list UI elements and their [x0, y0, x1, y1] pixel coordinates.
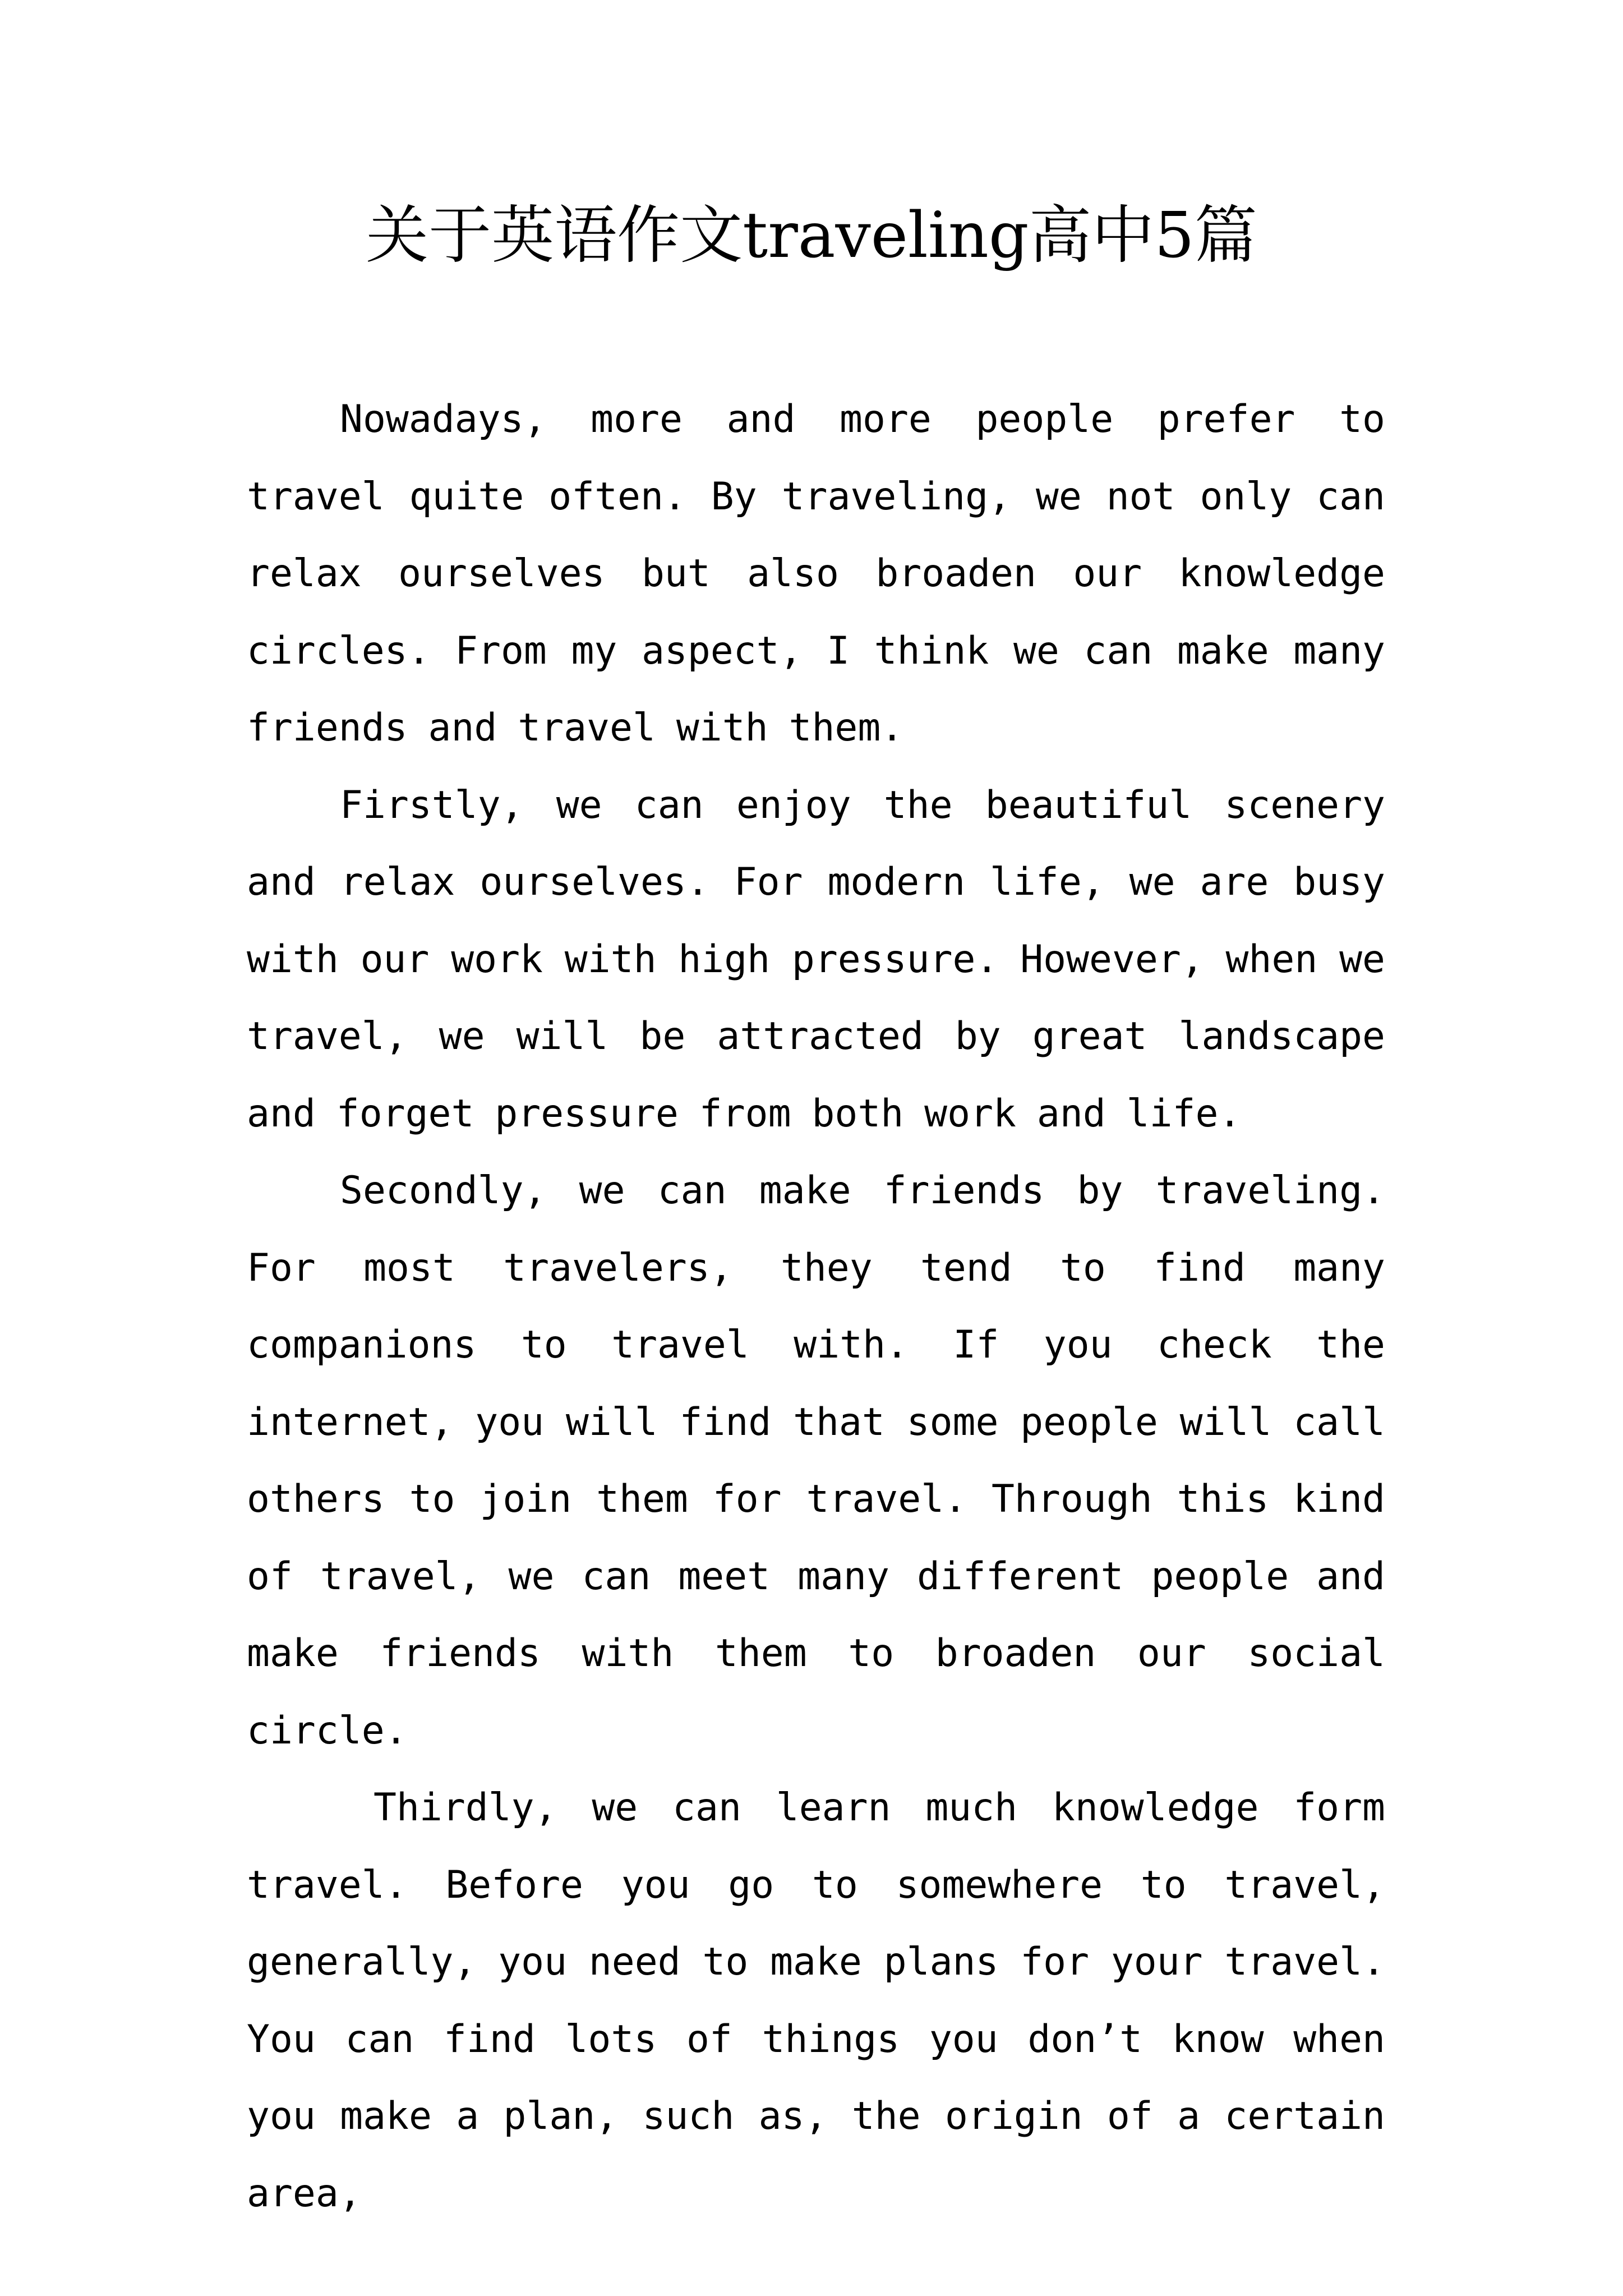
document-title: 关于英语作文traveling高中5篇	[366, 199, 1257, 272]
paragraph-1: Nowadays, more and more people prefer to travel quite often. By traveling, we not only can relax ourselves but also broaden our knowledge circles. From my aspect, I think we can make many friends and travel with them.	[247, 397, 1385, 750]
paragraph-2: Firstly, we can enjoy the beautiful scenery and relax ourselves. For modern life, we are busy with our work with high pressure. However, when we travel, we will be attracted by great landscape and forget pressure from both work and life.	[247, 783, 1385, 1136]
paragraph-3: Secondly, we can make friends by traveling. For most travelers, they tend to find many companions to travel with. If you check the internet, you will find that some people will call others to join them for travel. Through this kind of travel, we can meet many different people and make friends with them to broaden our social circle.	[247, 1168, 1385, 1753]
document-body	[247, 381, 1385, 2232]
paragraph-4: Thirdly, we can learn much knowledge form travel. Before you go to somewhere to travel, generally, you need to make plans for your travel. You can find lots of things you don’t know when you make a plan, such as, the origin of a certain area,	[247, 1786, 1385, 2216]
